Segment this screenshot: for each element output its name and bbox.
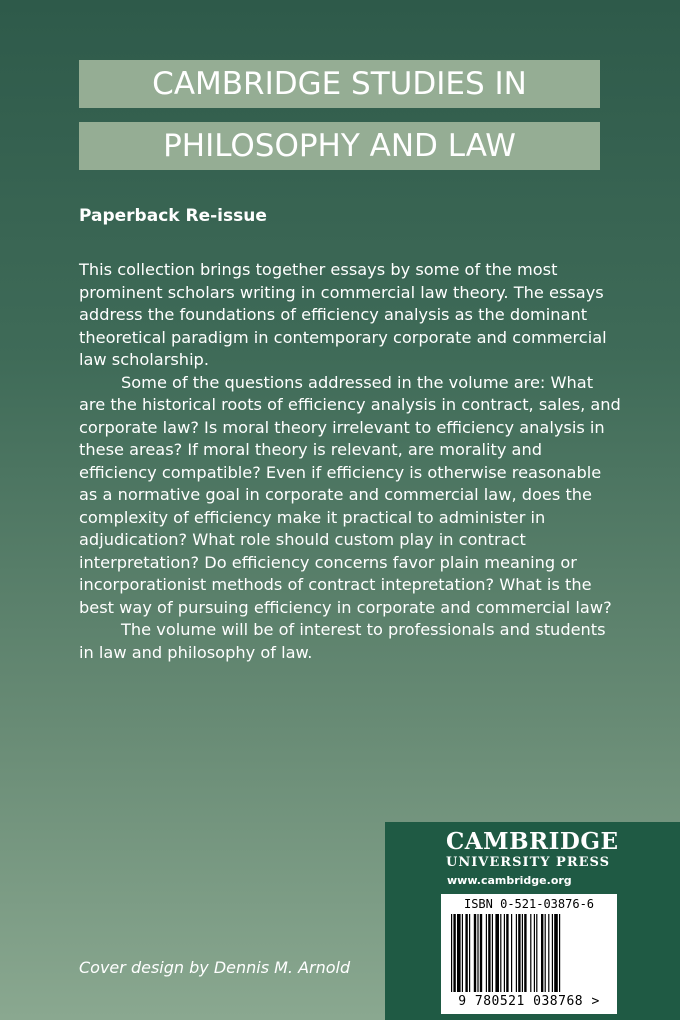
publisher-subtitle: UNIVERSITY PRESS — [446, 855, 611, 870]
cover-design-credit: Cover design by Dennis M. Arnold — [79, 958, 351, 977]
back-cover-blurb — [79, 259, 624, 664]
publisher-panel — [385, 822, 680, 1020]
isbn-barcode — [441, 894, 617, 1014]
blurb-paragraph-2: Some of the questions addressed in the volume are: What are the historical roots of efficiency analysis in contract, sales, and corporate law? Is moral theory irrelevant to efficiency analysis in these areas? If moral theory is relevant, are morality and efficiency compatible? Even if efficiency is otherwise reasonable as a normative goal in corporate and commercial law, does the complexity of efficiency make it practical to administer in adjudication? What role should custom play in contract interpretation? Do efficiency concerns favor plain meaning or incorporationist methods of contract intepretation? What is the best way of pursuing efficiency in corporate and commercial law? — [79, 372, 621, 617]
blurb-paragraph-3: The volume will be of interest to professionals and students in law and philosophy of law. — [79, 620, 606, 662]
isbn-number: ISBN 0-521-03876-6 — [463, 897, 595, 911]
series-title-line-2: PHILOSOPHY AND LAW — [163, 128, 516, 164]
series-title-bar-2 — [79, 122, 600, 170]
barcode-bars-icon — [449, 914, 609, 992]
series-title-bar-1 — [79, 60, 600, 108]
blurb-paragraph-1: This collection brings together essays by some of the most prominent scholars writing in commercial law theory. The essays address the foundations of efficiency analysis as the dominant theoretical paradigm in contemporary corporate and commercial law scholarship. — [79, 260, 607, 369]
publisher-url: www.cambridge.org — [447, 874, 572, 887]
ean-digits: 9 780521 038768 > — [458, 994, 600, 1009]
publisher-name: CAMBRIDGE — [446, 828, 619, 855]
series-title-line-1: CAMBRIDGE STUDIES IN — [152, 66, 527, 102]
edition-label: Paperback Re-issue — [79, 206, 267, 226]
